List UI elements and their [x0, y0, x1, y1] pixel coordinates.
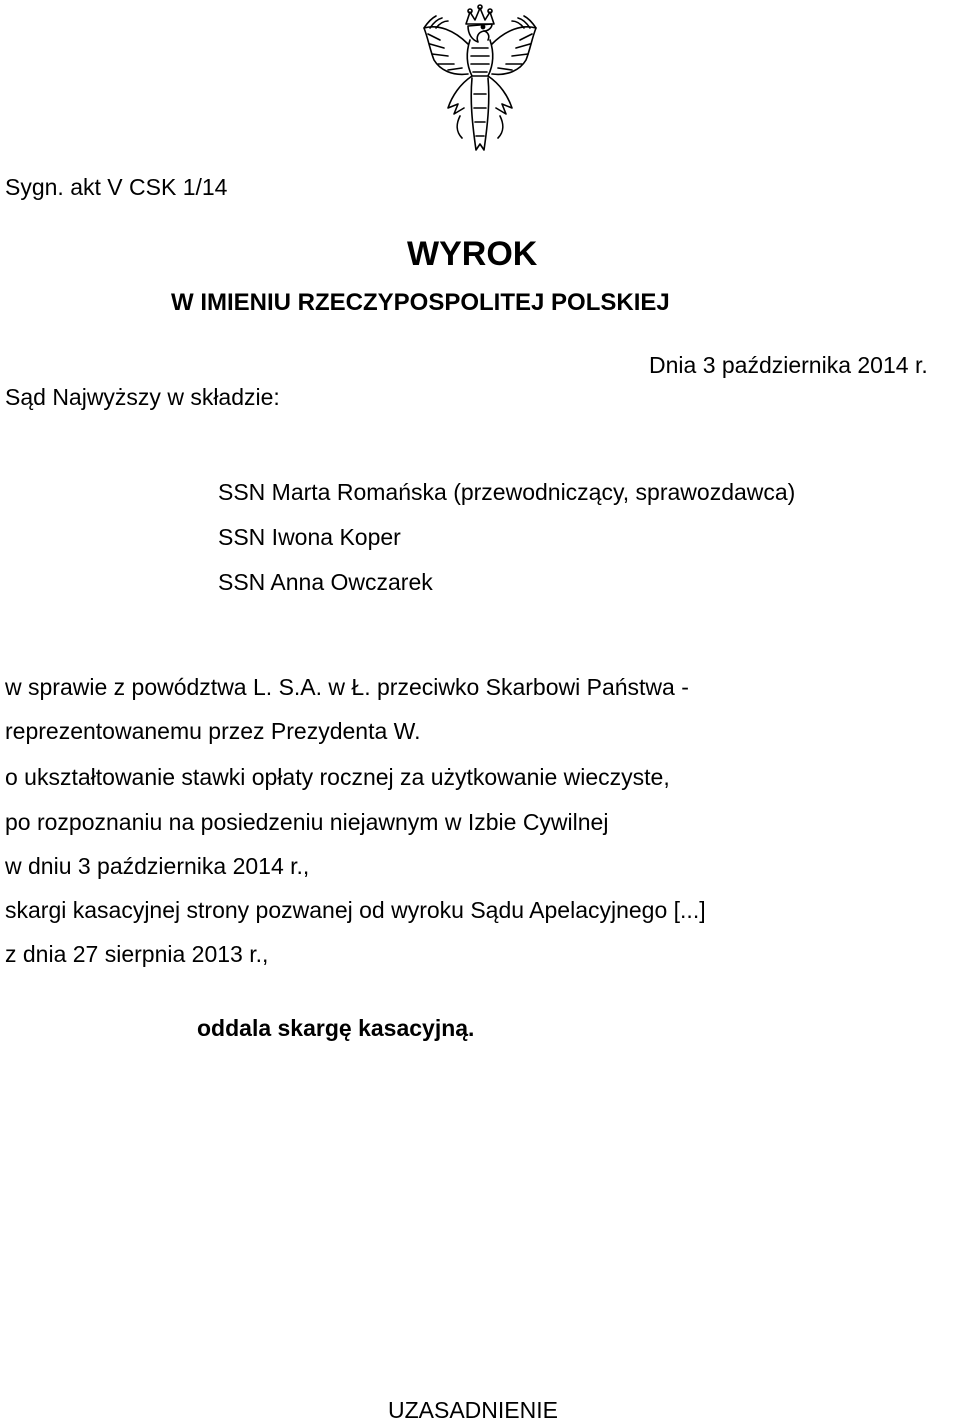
- document-title: WYROK: [407, 235, 538, 273]
- body-line: o ukształtowanie stawki opłaty rocznej za użytkowanie wieczyste,: [5, 764, 670, 790]
- judgment-date: Dnia 3 października 2014 r.: [649, 352, 928, 378]
- court-composition-label: Sąd Najwyższy w składzie:: [5, 384, 280, 410]
- body-line: reprezentowanemu przez Prezydenta W.: [5, 718, 421, 744]
- justification-heading: UZASADNIENIE: [388, 1397, 558, 1423]
- judge-presiding: SSN Marta Romańska (przewodniczący, sprawozdawca): [218, 479, 796, 505]
- body-line: w sprawie z powództwa L. S.A. w Ł. przeciwko Skarbowi Państwa -: [5, 674, 689, 700]
- body-line: w dniu 3 października 2014 r.,: [5, 853, 310, 879]
- judge-second: SSN Iwona Koper: [218, 524, 401, 550]
- body-line: z dnia 27 sierpnia 2013 r.,: [5, 941, 269, 967]
- judge-third: SSN Anna Owczarek: [218, 569, 433, 595]
- body-line: skargi kasacyjnej strony pozwanej od wyroku Sądu Apelacyjnego [...]: [5, 897, 706, 923]
- verdict: oddala skargę kasacyjną.: [197, 1015, 475, 1041]
- polish-eagle-emblem: [418, 4, 542, 156]
- document-subtitle: W IMIENIU RZECZYPOSPOLITEJ POLSKIEJ: [171, 289, 670, 316]
- case-signature: Sygn. akt V CSK 1/14: [5, 174, 228, 200]
- body-line: po rozpoznaniu na posiedzeniu niejawnym w Izbie Cywilnej: [5, 809, 609, 835]
